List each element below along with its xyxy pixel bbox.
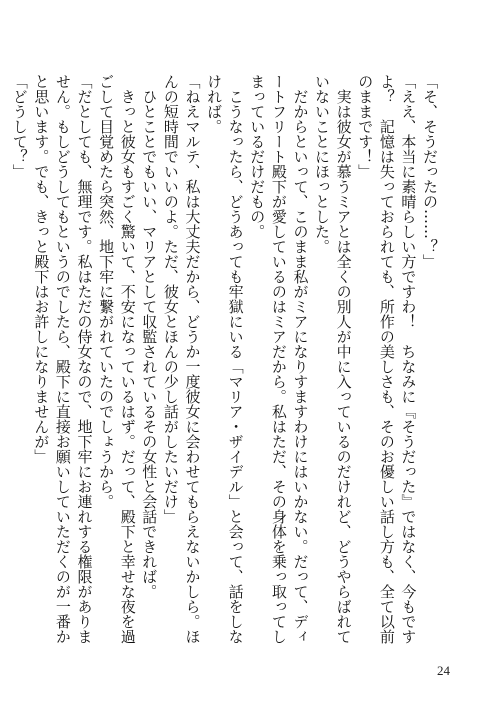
paragraph-1: 「そ、そうだったの……？」 [421,74,439,269]
paragraph-4: だからといって、このまま私がミアになりすますわけにはいかない。だって、ディートフリート殿下が愛しているのはミアだから。私はただ、その身体を乗っ取ってしまっているだけだもの。 [248,74,310,644]
paragraph-5: こうなったら、どうあっても牢獄にいる「マリア・ザイデル」と会って、話をしなければ。 [205,74,245,644]
paragraph-9: 「だとしても、無理です。私はただの侍女なので、地下牢にお連れする権限がありません。もしどうしてもというのでしたら、殿下に直接お願いしていただくのが一番かと思います。でも、きっと殿下はお許しになりませんが」 [32,74,94,644]
paragraph-7: ひとことでもいい、マリアとして収監されているその女性と会話できれば。 [140,89,159,599]
paragraph-6: 「ねえマルテ、私は大丈夫だから、どうか一度彼女に会わせてもらえないかしら。ほんの短時間でいいのよ。ただ、彼女とほんの少し話がしたいだけ」 [161,74,202,644]
page-number: 24 [437,663,450,678]
paragraph-3: 実は彼女が慕うミアとは全くの別人が中に入っているのだけれど、どうやらばれていないことにほっとした。 [313,74,353,644]
vertical-body-text [10,74,440,654]
paragraph-2: 「ええ、本当に素晴らしい方ですわ！ ちなみに『そうだった』ではなく、今もですよ？ 記憶は失っておられても、所作の美しさも、そのお優しい話し方も、全て以前のままです！」 [356,74,418,644]
paragraph-10: 「どうして？」 [10,74,29,179]
paragraph-8: きっと彼女もすごく驚いて、不安になっているはず。だって、殿下と幸せな夜を過ごして目覚めたら突然、地下牢に繋がれていたのでしょうから。 [97,74,137,644]
